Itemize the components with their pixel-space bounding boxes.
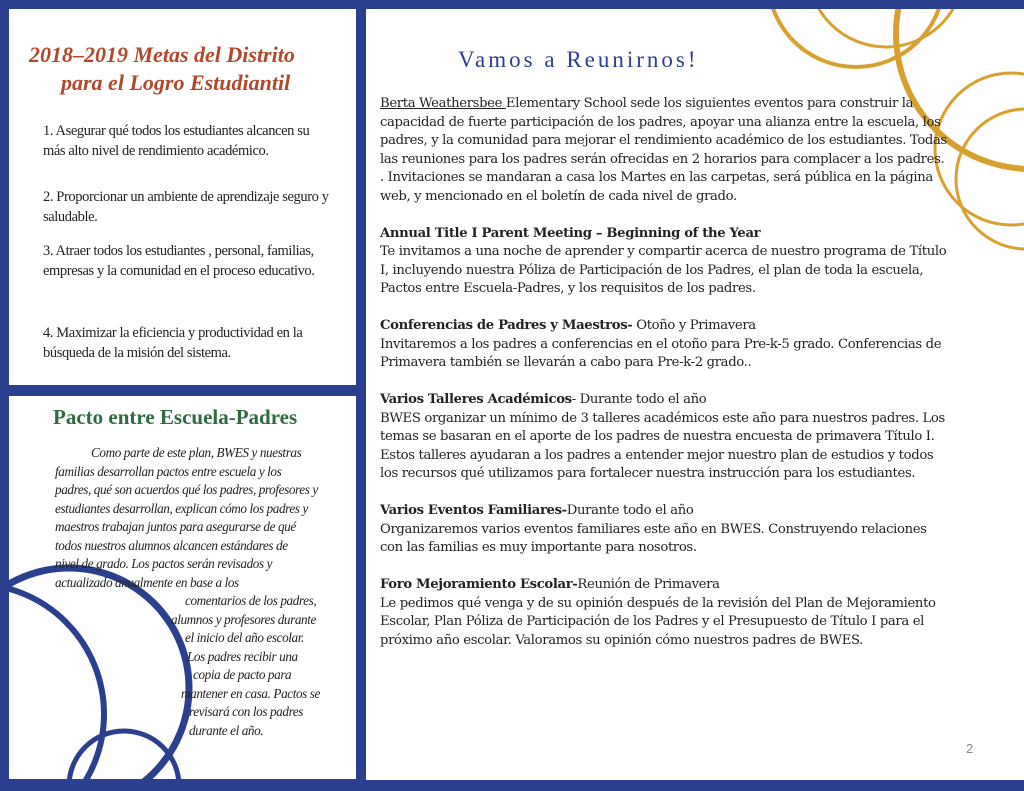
pact-line: revisará con los padres	[189, 704, 303, 719]
goal-item-2: 2. Proporcionar un ambiente de aprendizaje seguro y saludable.	[43, 189, 329, 225]
main-title: Vamos a Reunirnos!	[458, 47, 699, 72]
goals-title	[29, 41, 356, 97]
event-heading: Varios Talleres Académicos	[380, 392, 572, 407]
main-body	[380, 95, 952, 650]
event-body: Le pedimos qué venga y de su opinión después de la revisión del Plan de Mejoramiento Escolar, Plan Póliza de Participación de los Padres y el Presupuesto de Título I para el próximo año escolar. Valoramos su opinión cómo nuestros padres de BWES.	[380, 595, 936, 648]
pact-line: el inicio del año escolar.	[185, 630, 304, 645]
pact-line: maestros trabajan juntos para asegurarse de qué	[55, 519, 296, 534]
event-body: BWES organizar un mínimo de 3 talleres académicos este año para nuestros padres. Los temas se basaran en el aporte de los padres de nuestra encuesta de primavera Título I. Estos talleres ayudaran a los padres a entender mejor nuestro plan de estudios y todos los recursos qué utilizamos para fortalecer nuestra instrucción para los estudiantes.	[380, 410, 945, 481]
event-heading-suffix: - Durante todo el año	[571, 392, 707, 407]
event-section	[380, 225, 952, 299]
goal-item-4: 4. Maximizar la eficiencia y productividad en la búsqueda de la misión del sistema.	[43, 325, 303, 361]
event-section	[380, 317, 952, 373]
event-section	[380, 576, 952, 650]
events-panel	[366, 9, 1024, 780]
pact-line: familias desarrollan pactos entre escuela y los	[55, 463, 282, 479]
page-number: 2	[966, 741, 974, 756]
goal-item-1: 1. Asegurar qué todos los estudiantes alcancen su más alto nivel de rendimiento académico.	[43, 123, 310, 159]
pact-line: nivel de grado. Los pactos serán revisados y	[55, 556, 273, 571]
pact-line: copia de pacto para	[193, 667, 292, 682]
pact-line: mantener en casa. Pactos se	[181, 685, 320, 701]
intro-text: Elementary School sede los siguientes eventos para construir la capacidad de fuerte participación de los padres, apoyar una alianza entre la escuela, los padres, y la comunidad para mejorar el rendimiento académico de los estudiantes. Todas las reuniones para los padres serán ofrecidas en 2 horarios para complacer a los padres. . Invitaciones se mandaran a casa los Martes en las carpetas, será pública en la página web, y mencionado en el boletín de cada nivel de grado.	[380, 96, 947, 204]
pact-line: durante el año.	[189, 722, 264, 738]
event-heading-suffix: Durante todo el año	[566, 503, 694, 518]
pact-line: estudiantes desarrollan, explican cómo los padres y	[55, 500, 308, 516]
event-heading: Foro Mejoramiento Escolar-	[380, 577, 578, 592]
event-body: Te invitamos a una noche de aprender y compartir acerca de nuestro programa de Título I, incluyendo nuestra Póliza de Participación de los Padres, el plan de toda la escuela, Pactos entre Escuela-Padres, y los requisitos de los padres.	[380, 244, 947, 296]
pact-line: padres, qué son acuerdos qué los padres, profesores y	[55, 482, 318, 497]
event-heading: Conferencias de Padres y Maestros-	[380, 318, 633, 333]
goal-item-3: 3. Atraer todos los estudiantes , personal, familias, empresas y la comunidad en el proceso educativo.	[43, 243, 315, 279]
pact-line: comentarios de los padres,	[185, 593, 317, 608]
pact-line: actualizado anualmente en base a los	[55, 574, 239, 590]
intro-paragraph	[380, 95, 952, 206]
pact-line: alumnos y profesores durante	[171, 611, 316, 627]
event-heading-suffix: Otoño y Primavera	[632, 318, 756, 333]
goals-title-line1: 2018–2019 Metas del Distrito	[29, 42, 295, 67]
pact-line: Los padres recibir una	[187, 648, 298, 664]
goals-panel	[9, 9, 356, 385]
event-section	[380, 502, 952, 558]
event-heading-suffix: Reunión de Primavera	[577, 577, 720, 592]
pact-title: Pacto entre Escuela-Padres	[53, 405, 298, 429]
event-body: Organizaremos varios eventos familiares este año en BWES. Construyendo relaciones con las familias es muy importante para nosotros.	[380, 521, 927, 555]
pact-line: todos nuestros alumnos alcancen estándares de	[55, 537, 288, 553]
pact-panel	[9, 396, 356, 779]
school-name: Berta Weathersbee	[380, 96, 506, 111]
event-body: Invitaremos a los padres a conferencias en el otoño para Pre-k-5 grado. Conferencias de Primavera también se llevarán a cabo para Pre-k-2 grado..	[380, 336, 942, 370]
goals-title-line2: para el Logro Estudiantil	[61, 70, 291, 95]
event-section	[380, 391, 952, 484]
event-heading: Varios Eventos Familiares-	[380, 503, 567, 518]
pact-line: Como parte de este plan, BWES y nuestras	[91, 445, 302, 460]
event-heading: Annual Title I Parent Meeting – Beginning of the Year	[380, 225, 761, 241]
